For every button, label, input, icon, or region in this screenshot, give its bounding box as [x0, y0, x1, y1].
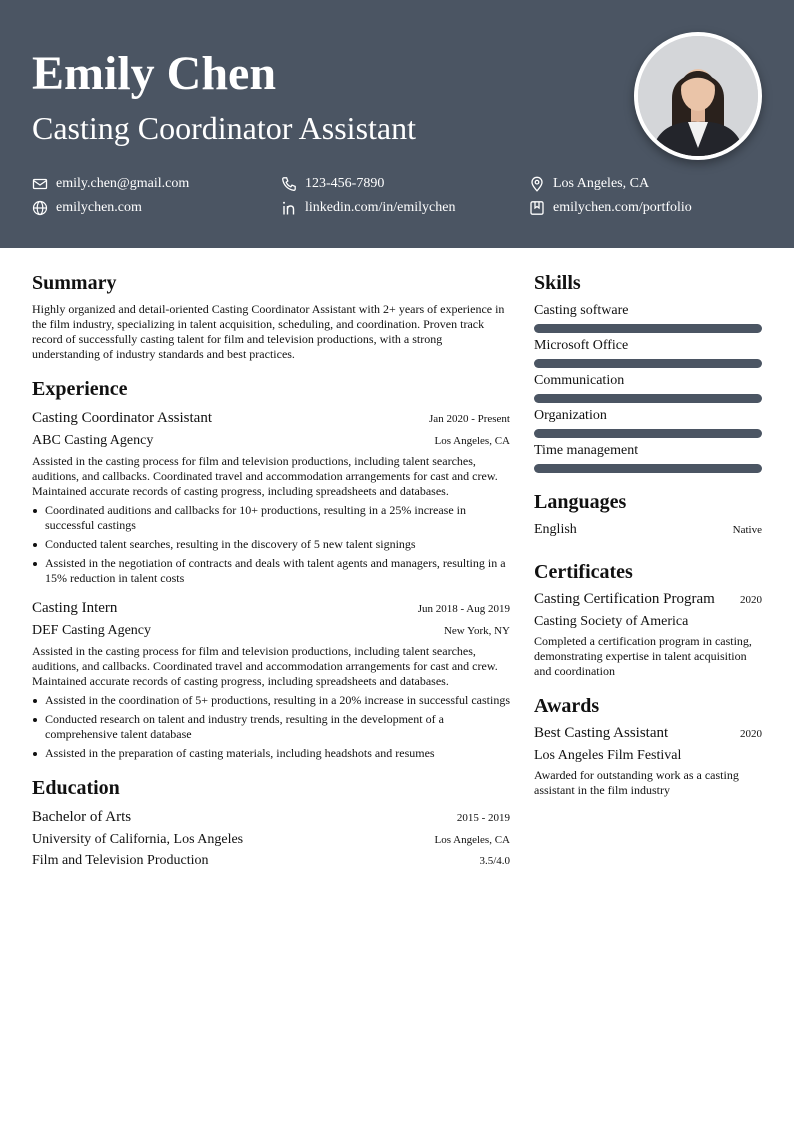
awards-section: [534, 691, 762, 798]
job-bullet: Assisted in the preparation of casting materials, including headshots and resumes: [32, 746, 510, 761]
award-issuer: Los Angeles Film Festival: [534, 748, 682, 763]
contact-portfolio[interactable]: [529, 199, 692, 217]
skill-name: Organization: [534, 408, 607, 423]
candidate-title: Casting Coordinator Assistant: [32, 110, 416, 146]
skill-bar: [534, 359, 762, 368]
contact-email[interactable]: [32, 175, 189, 193]
portfolio-icon: [529, 200, 545, 216]
education-heading: Education: [32, 777, 120, 799]
education-school: University of California, Los Angeles: [32, 832, 244, 847]
award-description: Awarded for outstanding work as a casting assistant in the film industry: [534, 768, 739, 797]
contact-website[interactable]: [32, 199, 142, 217]
job-bullets: [32, 503, 510, 586]
job-location: New York, NY: [443, 625, 510, 637]
skill-bar: [534, 324, 762, 333]
job-company: ABC Casting Agency: [32, 433, 154, 448]
certificate-year: 2020: [740, 594, 762, 606]
side-column: [534, 268, 762, 798]
job-entry: [32, 598, 510, 761]
job-bullet: Assisted in the negotiation of contracts and deals with talent agents and managers, resulting in a 15% reduction in talent costs: [32, 556, 510, 586]
experience-section: [32, 374, 510, 761]
skill-bar: [534, 394, 762, 403]
job-company: DEF Casting Agency: [32, 623, 151, 638]
contact-website-text: emilychen.com: [56, 200, 142, 215]
job-description: Assisted in the casting process for film and television productions, including talent searches, auditions, and callbacks. Coordinated travel and accommodation arrangements for cast and crew. Maintained accurate records of casting progress, including spreadsheets and databases.: [32, 644, 498, 688]
job-dates: Jun 2018 - Aug 2019: [417, 603, 510, 615]
skill-track: [534, 359, 762, 368]
job-bullet: Assisted in the coordination of 5+ productions, resulting in a 20% increase in successful castings: [32, 693, 510, 708]
education-degree: Bachelor of Arts: [32, 809, 132, 825]
job-bullets: [32, 693, 510, 761]
skill-track: [534, 324, 762, 333]
summary-text: Highly organized and detail-oriented Casting Coordinator Assistant with 2+ years of experience in the film industry, specializing in talent acquisition, scheduling, and coordination. Proven track record of successfully casting talent for film and television productions, with a strong understanding of industry standards and best practices.: [32, 302, 505, 361]
award-year: 2020: [740, 728, 762, 740]
job-role: Casting Intern: [32, 600, 118, 616]
contact-portfolio-text: emilychen.com/portfolio: [553, 200, 692, 215]
contact-location-text: Los Angeles, CA: [553, 176, 650, 191]
skill-bar: [534, 429, 762, 438]
job-dates: Jan 2020 - Present: [429, 413, 510, 425]
job-bullet: Conducted talent searches, resulting in the discovery of 5 new talent signings: [32, 537, 510, 552]
contact-email-text: emily.chen@gmail.com: [56, 176, 190, 191]
job-description: Assisted in the casting process for film and television productions, including talent searches, auditions, and callbacks. Coordinated travel and accommodation arrangements for cast and crew. Maintained accurate records of casting progress, including spreadsheets and databases.: [32, 454, 498, 498]
certificates-heading: Certificates: [534, 561, 633, 583]
education-dates: 2015 - 2019: [456, 812, 510, 824]
language-name: English: [534, 522, 577, 537]
skill-track: [534, 429, 762, 438]
profile-photo: [634, 32, 762, 160]
award-name: Best Casting Assistant: [534, 725, 669, 741]
skills-list: [534, 302, 762, 473]
globe-icon: [32, 200, 48, 216]
summary-section: [32, 268, 510, 362]
education-location: Los Angeles, CA: [434, 834, 510, 846]
job-entry: [32, 408, 510, 586]
certificates-section: [534, 557, 762, 679]
candidate-name: Emily Chen: [32, 47, 277, 100]
phone-icon: [281, 176, 297, 192]
skill-bar: [534, 464, 762, 473]
job-location: Los Angeles, CA: [434, 435, 510, 447]
skill-name: Communication: [534, 373, 625, 388]
certificate-name: Casting Certification Program: [534, 591, 715, 607]
summary-heading: Summary: [32, 272, 117, 294]
contact-linkedin-text: linkedin.com/in/emilychen: [305, 200, 456, 215]
job-role: Casting Coordinator Assistant: [32, 410, 212, 426]
contact-phone-text: 123-456-7890: [305, 176, 385, 191]
linkedin-icon: [281, 200, 297, 216]
skills-heading: Skills: [534, 272, 581, 294]
skill-name: Time management: [534, 443, 639, 458]
skill-name: Microsoft Office: [534, 338, 629, 353]
contact-linkedin[interactable]: [281, 199, 455, 217]
skill-name: Casting software: [534, 303, 629, 318]
education-gpa: 3.5/4.0: [479, 855, 510, 867]
education-field: Film and Television Production: [32, 853, 209, 868]
language-level: Native: [732, 524, 762, 536]
skills-section: [534, 268, 762, 473]
mail-icon: [32, 176, 48, 192]
contact-phone[interactable]: [281, 175, 384, 193]
languages-heading: Languages: [534, 491, 627, 513]
languages-section: [534, 487, 762, 541]
location-icon: [529, 176, 545, 192]
skill-track: [534, 464, 762, 473]
job-bullet: Conducted research on talent and industry trends, resulting in the development of a comprehensive talent database: [32, 712, 510, 742]
contact-location: [529, 175, 649, 193]
experience-heading: Experience: [32, 378, 128, 400]
education-section: [32, 773, 510, 871]
awards-heading: Awards: [534, 695, 600, 717]
certificate-description: Completed a certification program in casting, demonstrating expertise in talent acquisition and coordination: [534, 634, 752, 678]
certificate-issuer: Casting Society of America: [534, 614, 689, 629]
job-bullet: Coordinated auditions and callbacks for 10+ productions, resulting in a 25% increase in successful castings: [32, 503, 510, 533]
resume-header: [0, 0, 794, 248]
main-column: [32, 268, 510, 871]
skill-track: [534, 394, 762, 403]
